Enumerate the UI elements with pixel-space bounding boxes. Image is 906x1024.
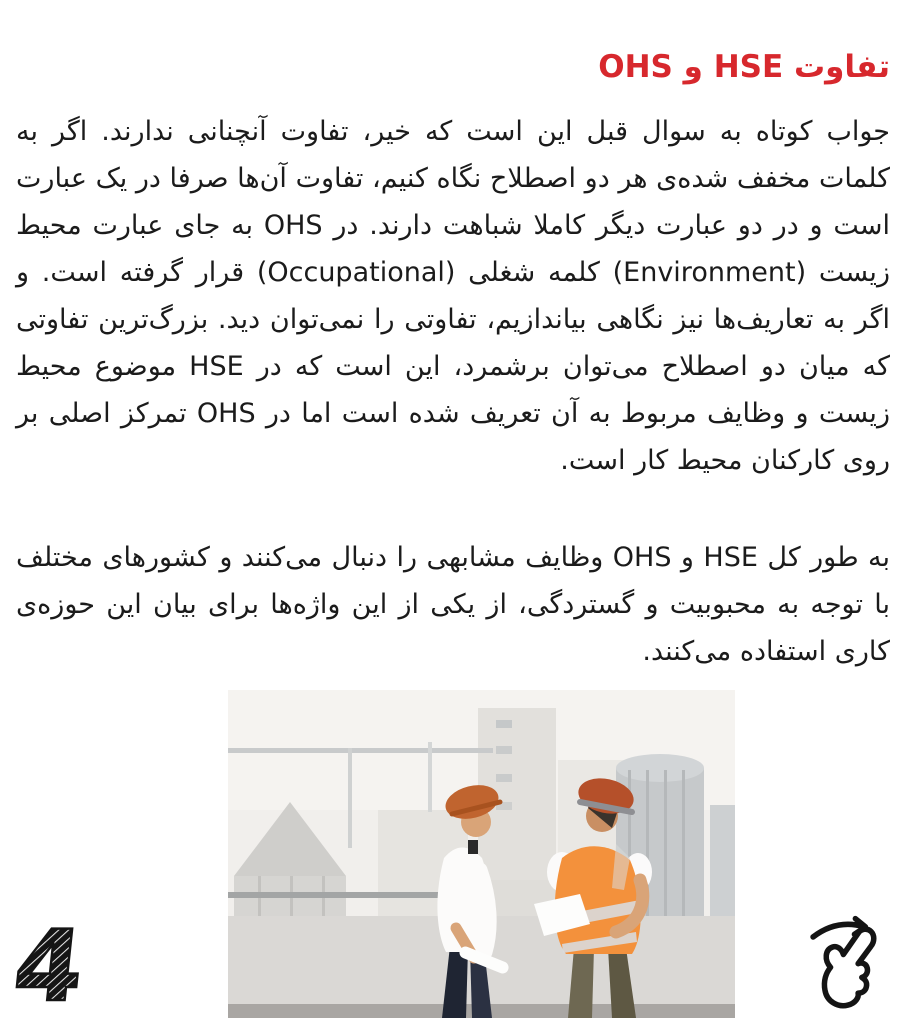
swipe-right-hand-icon[interactable] [802,908,894,1012]
worksite-photo [228,690,735,1018]
swipe-hand-svg [802,908,894,1012]
paragraph-2: به طور کل HSE و OHS وظایف مشابهی را دنبال می‌کنند و کشورهای مختلف با توجه به محبوبیت و گستردگی، از یکی از این واژه‌ها برای بیان این حوزه‌ی کاری استفاده می‌کنند. [16,541,891,667]
page-number-sketch-svg [14,916,88,1016]
page-title: تفاوت HSE و OHS [598,48,890,85]
page-number-glyph: 4 [14,916,88,1016]
paragraph-1: جواب کوتاه به سوال قبل این است که خیر، تفاوت آنچنانی ندارند. اگر به کلمات مخفف شده‌ی هر دو اصطلاح نگاه کنیم، تفاوت آن‌ها صرفا در یک عبارت است و در دو عبارت دیگر کاملا شباهت دارند. در OHS به جای عبارت محیط زیست (Environment) کلمه شغلی (Occupational) قرار گرفته است. و اگر به تعاریف‌ها نیز نگاهی بیاندازیم، تفاوتی را نمی‌توان دید. بزرگ‌ترین تفاوتی که میان دو اصطلاح می‌توان برشمرد، این است که در HSE موضوع محیط زیست و وظایف مربوط به آن تعریف شده است اما در OHS تمرکز اصلی بر روی کارکنان محیط کار است. [16,115,890,476]
worksite-photo-illustration [228,690,735,1018]
page-number [14,916,88,1016]
swipe-hand-outline [824,929,873,1006]
